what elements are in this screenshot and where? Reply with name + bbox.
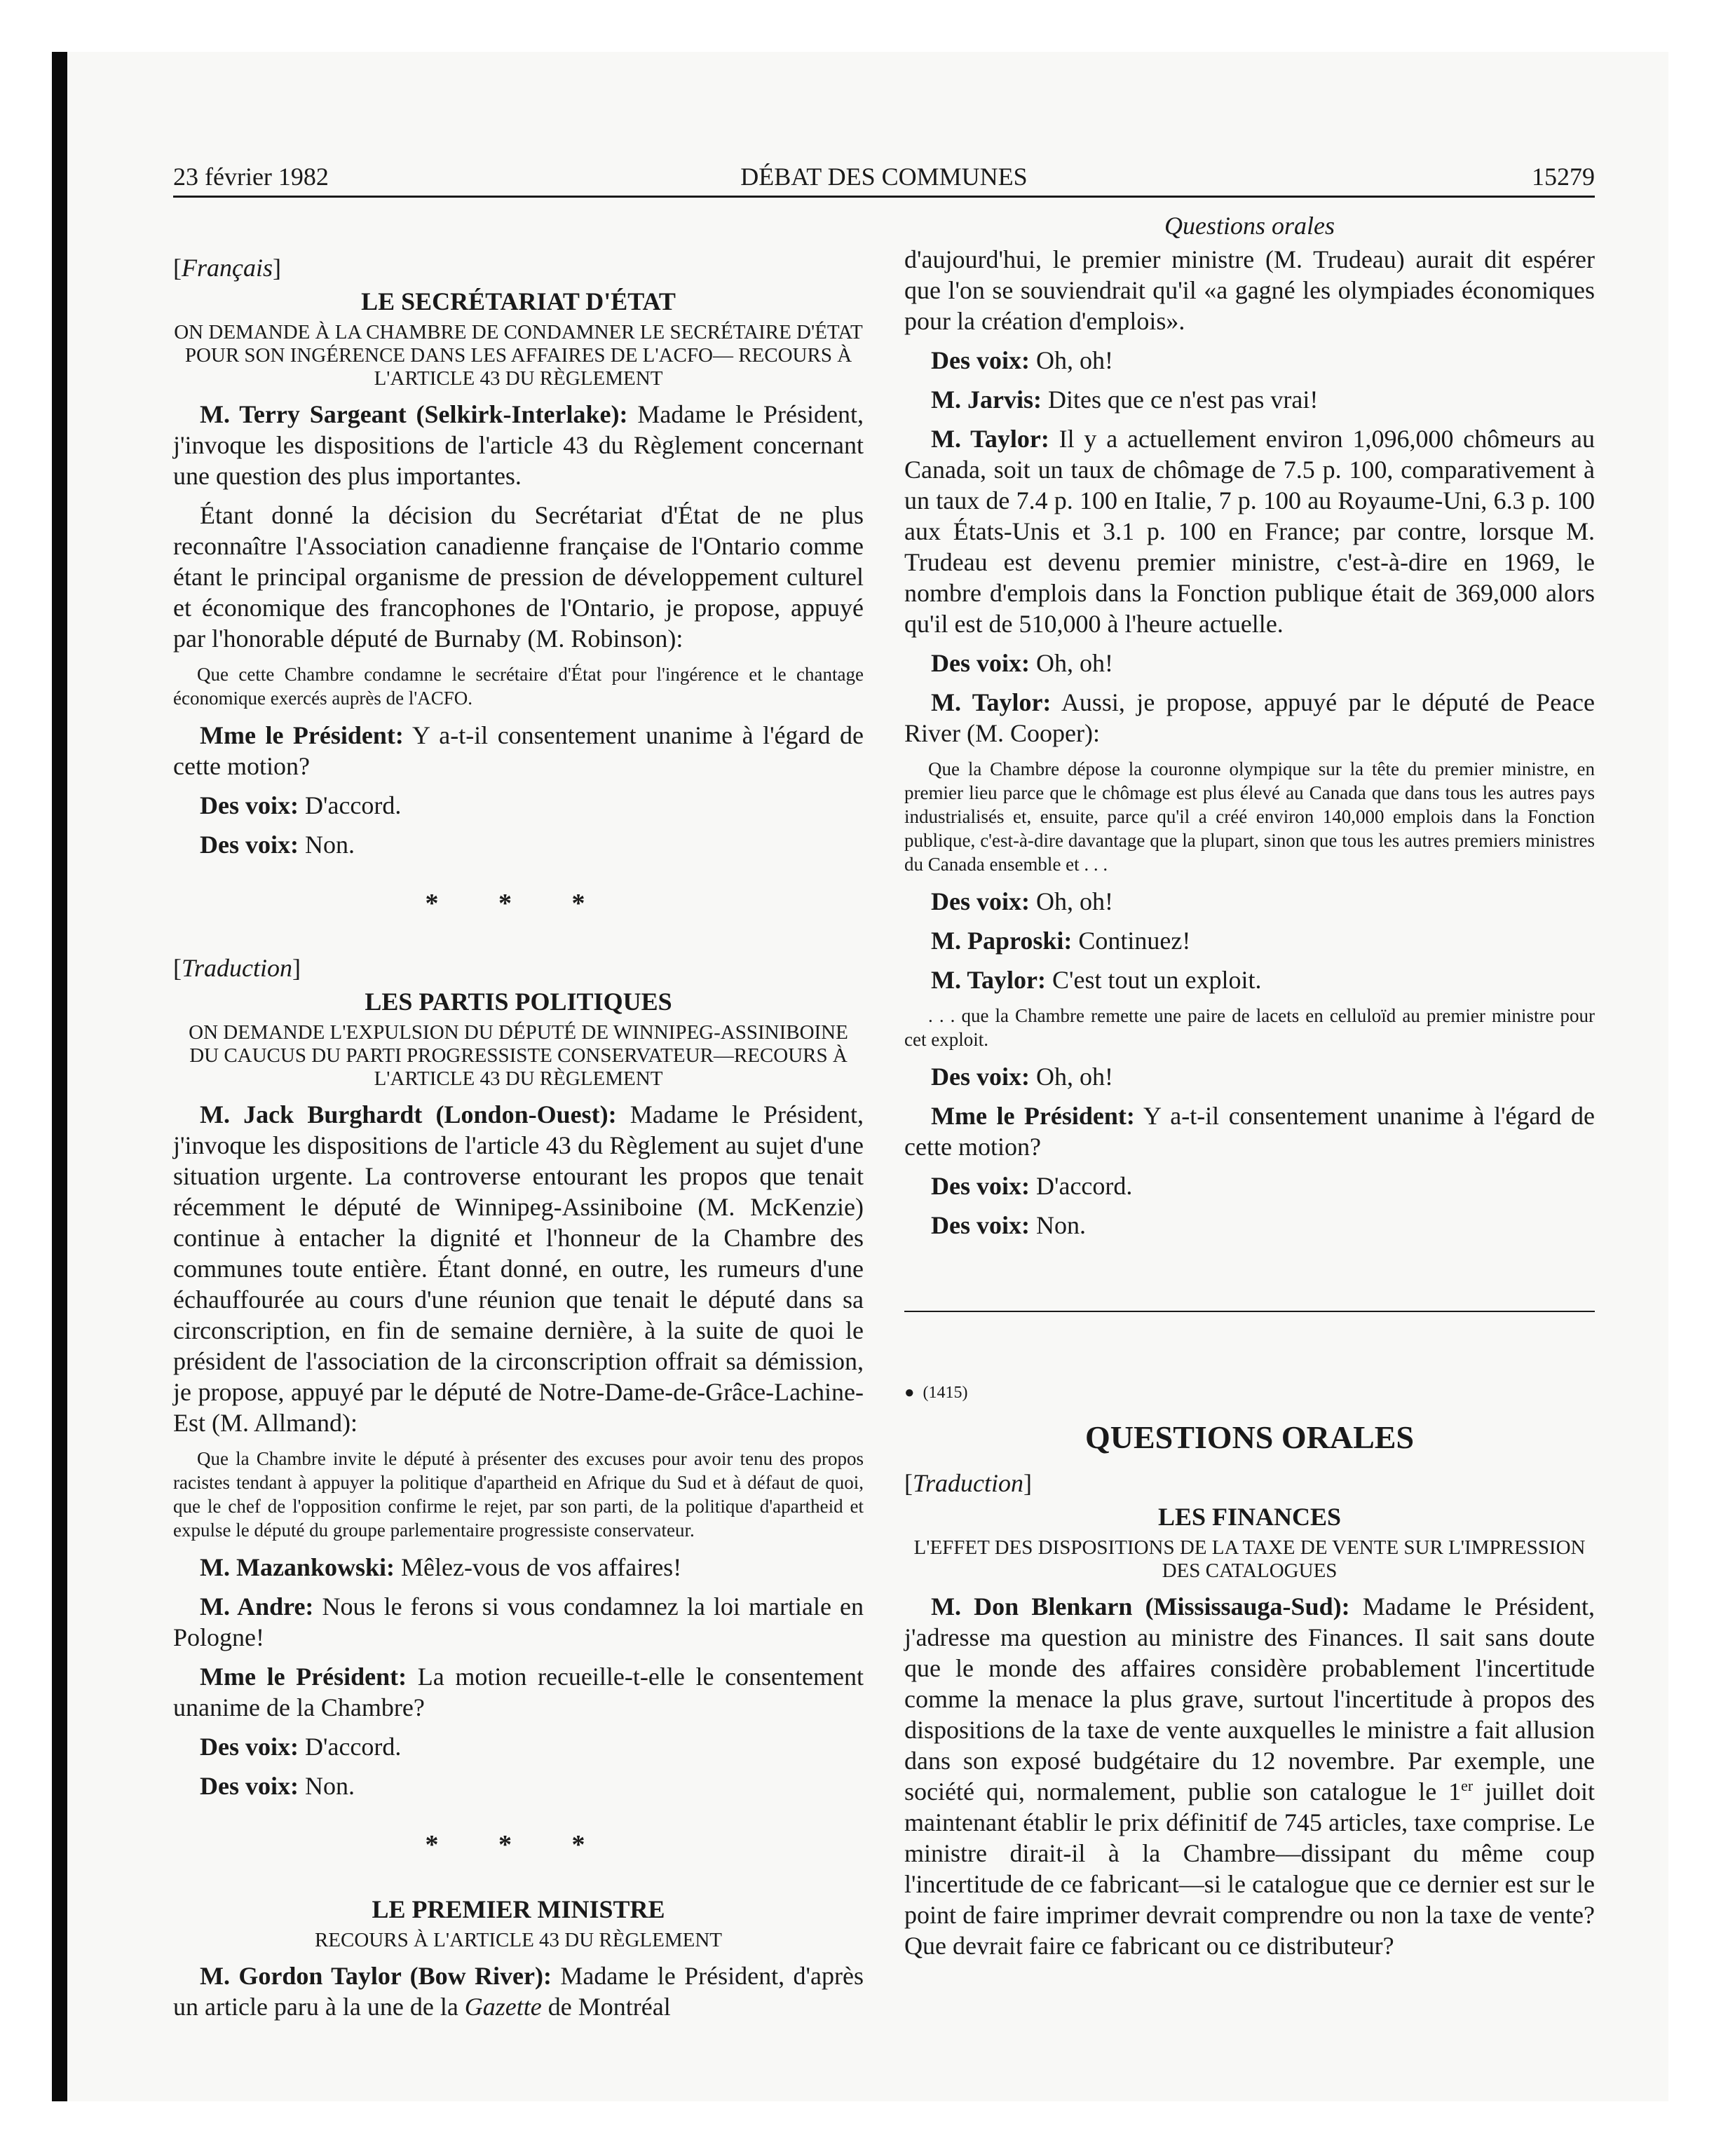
time-marker: ● (1415) bbox=[904, 1384, 968, 1402]
speaker: Des voix: bbox=[931, 887, 1030, 915]
speech-paragraph: Des voix: Non. bbox=[931, 1211, 1086, 1239]
rubric-title: QUESTIONS ORALES bbox=[1084, 1419, 1415, 1455]
speaker: M. Mazankowski: bbox=[200, 1553, 395, 1581]
speech-paragraph: Des voix: Oh, oh! bbox=[931, 887, 1113, 915]
language-tag: [Traduction] bbox=[173, 954, 301, 982]
speech-paragraph: Des voix: Non. bbox=[200, 831, 355, 859]
speech-paragraph: Des voix: D'accord. bbox=[931, 1172, 1133, 1200]
header-date: 23 février 1982 bbox=[173, 163, 329, 191]
speaker: M. Paproski: bbox=[931, 927, 1073, 955]
speech-paragraph: M. Andre: Nous le ferons si vous condamnez la loi martiale en Pologne! bbox=[173, 1592, 864, 1651]
page-number: 15279 bbox=[1532, 163, 1595, 191]
section-heading: LES FINANCES bbox=[1157, 1503, 1342, 1531]
speaker: Mme le Président: bbox=[931, 1102, 1135, 1130]
motion-text: Que la Chambre invite le député à présenter des excuses pour avoir tenu des propos racistes tendant à appuyer la politique d'apartheid en Afrique du Sud et à défaut de quoi, que le chef de l'opposition confirme le rejet, par son parti, de la politique d'apartheid et expulse le député du groupe parlementaire progressiste conservateur. bbox=[173, 1448, 864, 1541]
speech-paragraph: Des voix: D'accord. bbox=[200, 1733, 402, 1761]
speech-paragraph: M. Mazankowski: Mêlez-vous de vos affaires! bbox=[200, 1553, 682, 1581]
speaker: Des voix: bbox=[200, 1733, 299, 1761]
speech-paragraph: M. Jarvis: Dites que ce n'est pas vrai! bbox=[931, 386, 1319, 414]
speech-paragraph: M. Taylor: Aussi, je propose, appuyé par le député de Peace River (M. Cooper): bbox=[904, 688, 1595, 747]
section-separator: * * * bbox=[425, 889, 612, 918]
bullet-icon: ● bbox=[904, 1384, 915, 1402]
speaker: M. Taylor: bbox=[931, 966, 1047, 994]
speaker: Des voix: bbox=[931, 649, 1030, 677]
speech-paragraph: M. Taylor: C'est tout un exploit. bbox=[931, 966, 1262, 994]
section-heading: LES PARTIS POLITIQUES bbox=[365, 988, 672, 1016]
speaker: M. Taylor: bbox=[931, 688, 1052, 716]
speech-paragraph: Mme le Président: Y a-t-il consentement unanime à l'égard de cette motion? bbox=[904, 1102, 1595, 1161]
speaker: M. Taylor: bbox=[931, 425, 1049, 453]
speaker: Des voix: bbox=[931, 1063, 1030, 1091]
speaker: M. Jarvis: bbox=[931, 386, 1042, 414]
speech-paragraph: M. Gordon Taylor (Bow River): Madame le Président, d'après un article paru à la une de la Gazette de Montréal bbox=[173, 1962, 864, 2021]
speaker: Des voix: bbox=[200, 1772, 299, 1800]
section-heading: LE PREMIER MINISTRE bbox=[372, 1895, 665, 1923]
language-tag: [Traduction] bbox=[904, 1469, 1033, 1497]
speaker: Des voix: bbox=[931, 1211, 1030, 1239]
speaker: M. Don Blenkarn (Mississauga-Sud): bbox=[931, 1592, 1350, 1621]
section-subheading: ON DEMANDE À LA CHAMBRE DE CONDAMNER LE SECRÉTAIRE D'ÉTAT POUR SON INGÉRENCE DANS LES AFFAIRES DE L'ACFO— RECOURS À L'ARTICLE 43 DU RÈGLEMENT bbox=[174, 321, 863, 390]
motion-text: Que cette Chambre condamne le secrétaire d'État pour l'ingérence et le chantage économique exercés auprès de l'ACFO. bbox=[173, 664, 864, 709]
speech-paragraph: Des voix: D'accord. bbox=[200, 791, 402, 819]
speaker: M. Andre: bbox=[200, 1592, 314, 1621]
speaker: M. Gordon Taylor (Bow River): bbox=[200, 1962, 552, 1990]
speaker: Mme le Président: bbox=[200, 1663, 407, 1691]
section-separator: * * * bbox=[425, 1830, 612, 1860]
newspaper-title: Gazette bbox=[464, 1993, 542, 2021]
speech-paragraph: Mme le Président: Y a-t-il consentement unanime à l'égard de cette motion? bbox=[173, 721, 864, 780]
speech-paragraph: M. Don Blenkarn (Mississauga-Sud): Madame le Président, j'adresse ma question au ministre des Finances. Il sait sans doute que le monde des affaires considère probablement l'incertitude comme la menace la plus grave, surtout l'incertitude à propos des dispositions de la taxe de vente auxquelles le ministre a fait allusion dans son exposé budgétaire du 12 novembre. Par exemple, une société qui, normalement, publie son catalogue le 1er juillet doit maintenant établir le prix définitif de 745 articles, taxe comprise. Le ministre dirait-il à la Chambre—dissipant du même coup l'incertitude de ce fabricant—si le catalogue que ce dernier est sur le point de faire imprimer devrait comprendre ou non la taxe de vente? Que devrait faire ce fabricant ou ce distributeur? bbox=[904, 1592, 1595, 1960]
speech-paragraph: Des voix: Oh, oh! bbox=[931, 649, 1113, 677]
scan-edge bbox=[52, 52, 67, 2101]
speaker: Des voix: bbox=[931, 346, 1030, 374]
section-heading: LE SECRÉTARIAT D'ÉTAT bbox=[361, 287, 676, 315]
speech-paragraph: Étant donné la décision du Secrétariat d'État de ne plus reconnaître l'Association canadienne française de l'Ontario comme étant le principal organisme de pression de développement culturel et économique des francophones de l'Ontario, je propose, appuyé par l'honorable député de Burnaby (M. Robinson): bbox=[173, 501, 864, 653]
right-column bbox=[904, 244, 1595, 1970]
speech-paragraph: M. Taylor: Il y a actuellement environ 1,096,000 chômeurs au Canada, soit un taux de chômage de 7.5 p. 100, comparativement à un taux de 7.4 p. 100 en Italie, 7 p. 100 au Royaume-Uni, 6.3 p. 100 aux États-Unis et 3.1 p. 100 en France; par contre, lorsque M. Trudeau est devenu premier ministre, c'est-à-dire en 1969, le nombre d'emplois dans la Fonction publique était de 369,000 alors qu'il est de 510,000 à l'heure actuelle. bbox=[904, 425, 1595, 638]
speech-paragraph: M. Paproski: Continuez! bbox=[931, 927, 1191, 955]
language-tag: [Français] bbox=[173, 254, 281, 282]
speaker: M. Terry Sargeant (Selkirk-Interlake): bbox=[200, 400, 628, 428]
page-header bbox=[173, 161, 1595, 195]
speech-paragraph: M. Terry Sargeant (Selkirk-Interlake): Madame le Président, j'invoque les dispositions de l'article 43 du Règlement concernant une question des plus importantes. bbox=[173, 400, 864, 490]
speaker: Des voix: bbox=[200, 791, 299, 819]
motion-text: . . . que la Chambre remette une paire de lacets en celluloïd au premier ministre pour cet exploit. bbox=[904, 1005, 1595, 1050]
section-subheading: RECOURS À L'ARTICLE 43 DU RÈGLEMENT bbox=[314, 1929, 723, 1951]
header-rule bbox=[173, 196, 1595, 198]
speaker: M. Jack Burghardt (London-Ouest): bbox=[200, 1100, 617, 1128]
section-subheading: L'EFFET DES DISPOSITIONS DE LA TAXE DE VENTE SUR L'IMPRESSION DES CATALOGUES bbox=[913, 1536, 1586, 1582]
speech-paragraph: Des voix: Oh, oh! bbox=[931, 346, 1113, 374]
speech-paragraph: Des voix: Oh, oh! bbox=[931, 1063, 1113, 1091]
speech-paragraph: Mme le Président: La motion recueille-t-elle le consentement unanime de la Chambre? bbox=[173, 1663, 864, 1721]
motion-text: Que la Chambre dépose la couronne olympique sur la tête du premier ministre, en premier lieu parce que le chômage est plus élevé au Canada que dans tous les autres pays industrialisés et, ensuite, parce qu'il a créé environ 140,000 emplois dans la Fonction publique, c'est-à-dire davantage que la plupart, sinon que tous les autres premiers ministres du Canada ensemble et . . . bbox=[904, 758, 1595, 875]
header-title: DÉBAT DES COMMUNES bbox=[740, 163, 1028, 191]
speaker: Des voix: bbox=[200, 831, 299, 859]
left-column bbox=[173, 244, 864, 2031]
speaker: Des voix: bbox=[931, 1172, 1030, 1200]
section-subheading: ON DEMANDE L'EXPULSION DU DÉPUTÉ DE WINNIPEG-ASSINIBOINE DU CAUCUS DU PARTI PROGRESSISTE CONSERVATEUR—RECOURS À L'ARTICLE 43 DU RÈGLEMENT bbox=[189, 1021, 848, 1090]
speech-paragraph: Des voix: Non. bbox=[200, 1772, 355, 1800]
section-rule bbox=[904, 1311, 1595, 1312]
running-head: Questions orales bbox=[1164, 212, 1335, 240]
speech-paragraph: d'aujourd'hui, le premier ministre (M. Trudeau) aurait dit espérer que l'on se souviendrait qu'il «a gagné les olympiades économiques pour la création d'emplois». bbox=[904, 245, 1595, 335]
speaker: Mme le Président: bbox=[200, 721, 404, 749]
speech-paragraph: M. Jack Burghardt (London-Ouest): Madame le Président, j'invoque les dispositions de l'article 43 du Règlement au sujet d'une situation urgente. La controverse entourant les propos que tenait récemment le député de Winnipeg-Assiniboine (M. McKenzie) continue à entacher la dignité et l'honneur de la Chambre des communes toute entière. Étant donné, en outre, les rumeurs d'une échauffourée au cours d'une réunion que tenait le député dans sa circonscription, en fin de semaine dernière, à la suite de quoi le président de l'association de la circonscription offrait sa démission, je propose, appuyé par le député de Notre-Dame-de-Grâce-Lachine-Est (M. Allmand): bbox=[173, 1100, 864, 1437]
